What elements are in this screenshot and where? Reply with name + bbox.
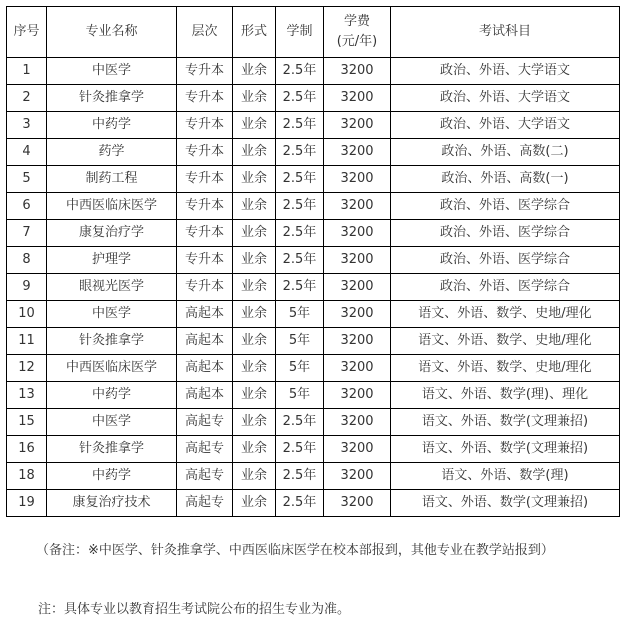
cell-duration: 2.5年 [276, 409, 324, 436]
cell-subjects: 语文、外语、数学、史地/理化 [391, 301, 620, 328]
final-note: 注：具体专业以教育招生考试院公布的招生专业为准。 [38, 602, 351, 617]
cell-major: 针灸推拿学 [47, 436, 177, 463]
cell-fee: 3200 [324, 436, 391, 463]
table-row [7, 274, 620, 301]
header-index: 序号 [7, 7, 47, 58]
cell-level: 高起本 [177, 328, 233, 355]
cell-index: 3 [7, 112, 47, 139]
cell-duration: 5年 [276, 382, 324, 409]
cell-index: 18 [7, 463, 47, 490]
cell-major: 中西医临床医学 [47, 355, 177, 382]
cell-duration: 2.5年 [276, 490, 324, 517]
cell-major: 中医学 [47, 409, 177, 436]
cell-major: 针灸推拿学 [47, 85, 177, 112]
cell-fee: 3200 [324, 301, 391, 328]
cell-mode: 业余 [233, 85, 276, 112]
cell-mode: 业余 [233, 463, 276, 490]
cell-level: 专升本 [177, 274, 233, 301]
cell-mode: 业余 [233, 112, 276, 139]
cell-mode: 业余 [233, 166, 276, 193]
cell-subjects: 政治、外语、高数(二) [391, 139, 620, 166]
cell-fee: 3200 [324, 274, 391, 301]
cell-duration: 2.5年 [276, 166, 324, 193]
cell-index: 10 [7, 301, 47, 328]
cell-mode: 业余 [233, 193, 276, 220]
cell-fee: 3200 [324, 85, 391, 112]
cell-level: 高起专 [177, 490, 233, 517]
cell-major: 康复治疗学 [47, 220, 177, 247]
cell-fee: 3200 [324, 490, 391, 517]
cell-fee: 3200 [324, 112, 391, 139]
cell-subjects: 语文、外语、数学(文理兼招) [391, 436, 620, 463]
cell-mode: 业余 [233, 58, 276, 85]
table-row [7, 166, 620, 193]
remark-note: （备注：※中医学、针灸推拿学、中西医临床医学在校本部报到，其他专业在教学站报到） [36, 543, 554, 558]
cell-fee: 3200 [324, 58, 391, 85]
cell-major: 康复治疗技术 [47, 490, 177, 517]
cell-duration: 5年 [276, 301, 324, 328]
cell-subjects: 语文、外语、数学(理) [391, 463, 620, 490]
cell-duration: 5年 [276, 355, 324, 382]
cell-index: 8 [7, 247, 47, 274]
cell-major: 中药学 [47, 112, 177, 139]
table-row [7, 58, 620, 85]
cell-level: 高起本 [177, 355, 233, 382]
cell-duration: 2.5年 [276, 220, 324, 247]
cell-level: 高起专 [177, 463, 233, 490]
cell-subjects: 政治、外语、医学综合 [391, 193, 620, 220]
header-fee-line2: (元/年) [336, 34, 378, 49]
table-row [7, 355, 620, 382]
cell-index: 1 [7, 58, 47, 85]
cell-mode: 业余 [233, 382, 276, 409]
cell-fee: 3200 [324, 328, 391, 355]
header-subjects: 考试科目 [391, 7, 620, 58]
cell-major: 制药工程 [47, 166, 177, 193]
cell-subjects: 政治、外语、医学综合 [391, 247, 620, 274]
header-fee-line1: 学费 [343, 14, 370, 29]
cell-index: 15 [7, 409, 47, 436]
cell-index: 6 [7, 193, 47, 220]
table-row [7, 490, 620, 517]
cell-fee: 3200 [324, 355, 391, 382]
cell-level: 专升本 [177, 247, 233, 274]
cell-index: 13 [7, 382, 47, 409]
cell-duration: 2.5年 [276, 274, 324, 301]
cell-level: 专升本 [177, 85, 233, 112]
table-row [7, 112, 620, 139]
cell-fee: 3200 [324, 166, 391, 193]
cell-mode: 业余 [233, 301, 276, 328]
cell-subjects: 语文、外语、数学(理)、理化 [391, 382, 620, 409]
cell-major: 中医学 [47, 58, 177, 85]
cell-level: 高起本 [177, 301, 233, 328]
cell-mode: 业余 [233, 328, 276, 355]
cell-fee: 3200 [324, 139, 391, 166]
cell-duration: 2.5年 [276, 193, 324, 220]
table-row [7, 139, 620, 166]
cell-major: 中药学 [47, 382, 177, 409]
cell-fee: 3200 [324, 409, 391, 436]
table-row [7, 247, 620, 274]
program-table [6, 6, 620, 517]
cell-major: 中医学 [47, 301, 177, 328]
cell-duration: 5年 [276, 328, 324, 355]
table-row [7, 382, 620, 409]
cell-subjects: 语文、外语、数学(文理兼招) [391, 409, 620, 436]
cell-level: 高起专 [177, 436, 233, 463]
cell-index: 12 [7, 355, 47, 382]
cell-level: 专升本 [177, 166, 233, 193]
cell-level: 专升本 [177, 193, 233, 220]
cell-mode: 业余 [233, 436, 276, 463]
table-row [7, 436, 620, 463]
cell-index: 9 [7, 274, 47, 301]
cell-subjects: 政治、外语、大学语文 [391, 58, 620, 85]
table-header-row [7, 7, 620, 58]
cell-mode: 业余 [233, 220, 276, 247]
cell-fee: 3200 [324, 193, 391, 220]
cell-subjects: 政治、外语、高数(一) [391, 166, 620, 193]
cell-level: 高起本 [177, 382, 233, 409]
cell-duration: 2.5年 [276, 139, 324, 166]
header-duration: 学制 [276, 7, 324, 58]
cell-subjects: 政治、外语、医学综合 [391, 220, 620, 247]
cell-duration: 2.5年 [276, 112, 324, 139]
cell-duration: 2.5年 [276, 247, 324, 274]
cell-fee: 3200 [324, 220, 391, 247]
cell-subjects: 语文、外语、数学、史地/理化 [391, 328, 620, 355]
cell-subjects: 政治、外语、大学语文 [391, 85, 620, 112]
table-row [7, 301, 620, 328]
table-body [7, 58, 620, 517]
cell-index: 2 [7, 85, 47, 112]
table-row [7, 85, 620, 112]
header-mode: 形式 [233, 7, 276, 58]
cell-major: 中药学 [47, 463, 177, 490]
cell-index: 7 [7, 220, 47, 247]
cell-index: 16 [7, 436, 47, 463]
cell-major: 护理学 [47, 247, 177, 274]
cell-major: 药学 [47, 139, 177, 166]
table-row [7, 328, 620, 355]
cell-level: 专升本 [177, 139, 233, 166]
cell-mode: 业余 [233, 409, 276, 436]
cell-subjects: 政治、外语、大学语文 [391, 112, 620, 139]
cell-mode: 业余 [233, 139, 276, 166]
cell-mode: 业余 [233, 490, 276, 517]
table-row [7, 193, 620, 220]
table-row [7, 409, 620, 436]
cell-major: 眼视光医学 [47, 274, 177, 301]
cell-mode: 业余 [233, 274, 276, 301]
header-fee [324, 7, 391, 58]
cell-level: 专升本 [177, 220, 233, 247]
table-row [7, 220, 620, 247]
cell-fee: 3200 [324, 463, 391, 490]
cell-index: 5 [7, 166, 47, 193]
cell-subjects: 语文、外语、数学(文理兼招) [391, 490, 620, 517]
header-level: 层次 [177, 7, 233, 58]
cell-fee: 3200 [324, 247, 391, 274]
cell-subjects: 政治、外语、医学综合 [391, 274, 620, 301]
cell-major: 针灸推拿学 [47, 328, 177, 355]
cell-fee: 3200 [324, 382, 391, 409]
cell-mode: 业余 [233, 355, 276, 382]
cell-duration: 2.5年 [276, 58, 324, 85]
cell-index: 4 [7, 139, 47, 166]
cell-major: 中西医临床医学 [47, 193, 177, 220]
cell-duration: 2.5年 [276, 85, 324, 112]
cell-index: 11 [7, 328, 47, 355]
cell-duration: 2.5年 [276, 436, 324, 463]
cell-index: 19 [7, 490, 47, 517]
table-row [7, 463, 620, 490]
header-major: 专业名称 [47, 7, 177, 58]
cell-mode: 业余 [233, 247, 276, 274]
cell-level: 高起专 [177, 409, 233, 436]
cell-duration: 2.5年 [276, 463, 324, 490]
cell-level: 专升本 [177, 112, 233, 139]
cell-level: 专升本 [177, 58, 233, 85]
cell-subjects: 语文、外语、数学、史地/理化 [391, 355, 620, 382]
